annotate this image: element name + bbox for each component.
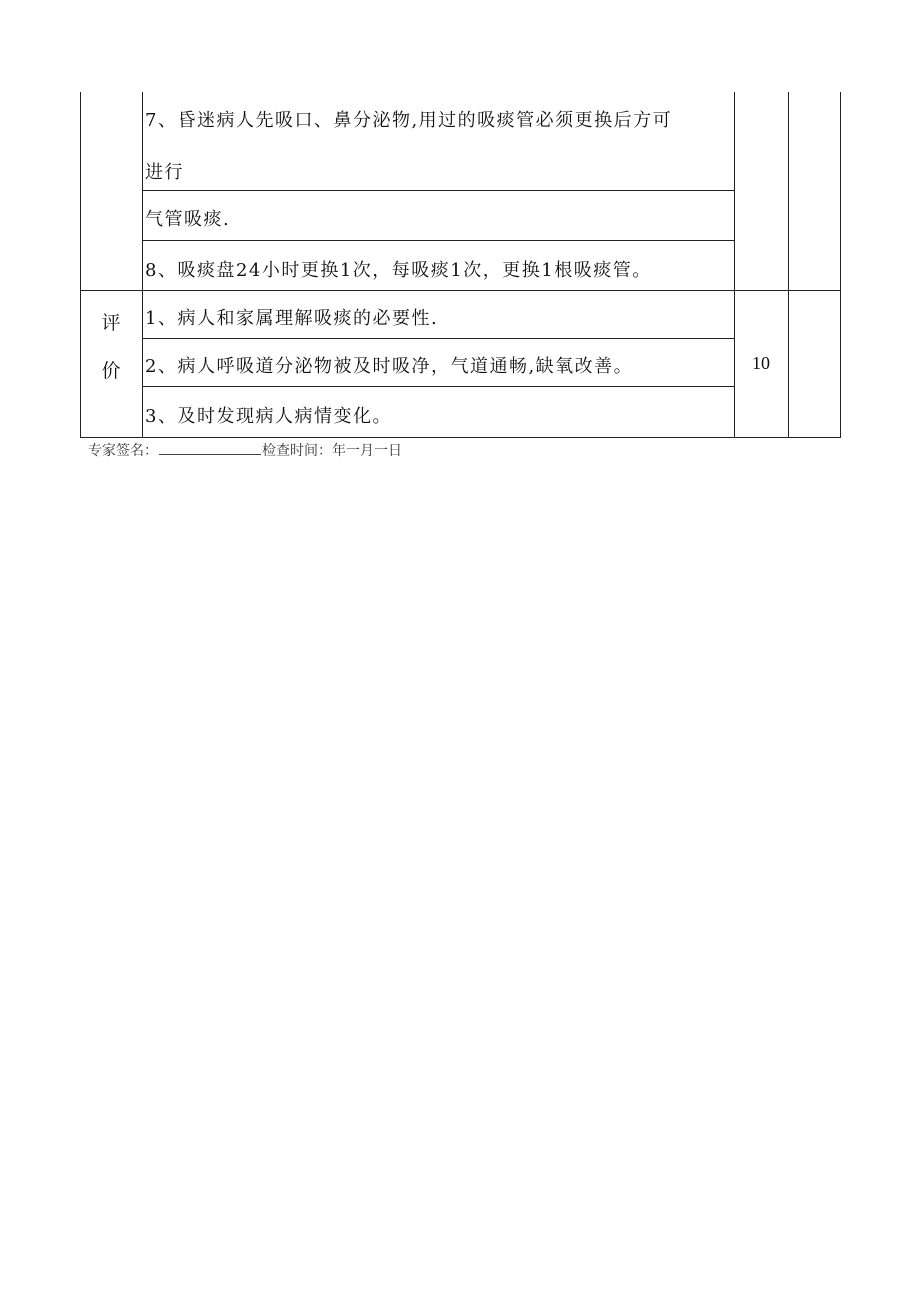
table-divider-score (734, 92, 735, 438)
table-border-left (80, 92, 81, 438)
row-divider (142, 386, 734, 387)
evaluation-item: 1、病人和家属理解吸痰的必要性. (145, 308, 439, 329)
section-divider (80, 290, 841, 291)
evaluation-item: 2、病人呼吸道分泌物被及时吸净，气道通畅,缺氧改善。 (145, 356, 634, 377)
table-row-text: 进行 (145, 162, 184, 183)
signature-blank (159, 442, 261, 455)
score-value: 10 (752, 353, 770, 373)
evaluation-item: 3、及时发现病人病情变化。 (145, 406, 392, 427)
table-border-right (840, 92, 841, 438)
table-row-text: 7、昏迷病人先吸口、鼻分泌物,用过的吸痰管必须更换后方可 (145, 110, 673, 131)
category-label-char: 评 (101, 312, 121, 334)
row-divider (142, 338, 734, 339)
signature-label: 专家签名： (88, 443, 158, 459)
category-label-char: 价 (101, 360, 121, 382)
table-border-bottom (80, 437, 841, 438)
table-row-text: 8、吸痰盘24小时更换1次，每吸痰1次，更换1根吸痰管。 (145, 260, 652, 281)
table-row-text: 气管吸痰. (145, 209, 231, 230)
row-divider (142, 190, 734, 191)
row-divider (142, 240, 734, 241)
check-time-label: 检查时间：年一月一日 (262, 443, 402, 459)
table-divider-remark (788, 92, 789, 438)
footer (88, 440, 402, 460)
